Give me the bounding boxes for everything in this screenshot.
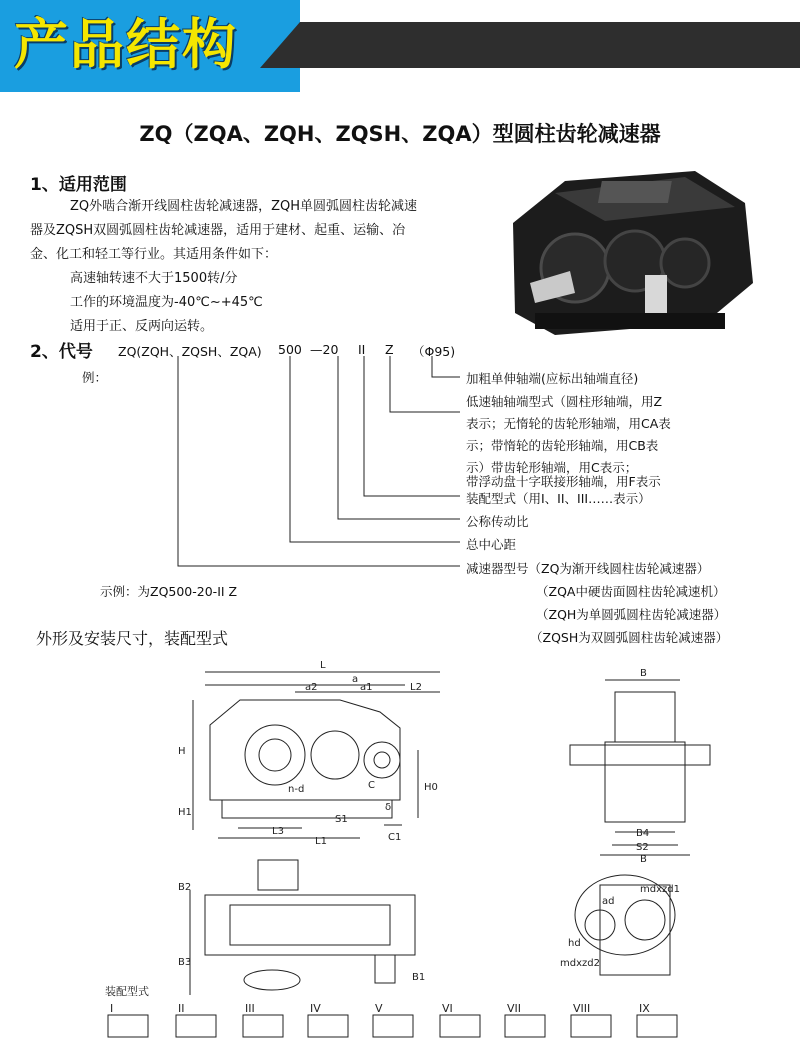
dim-B1: B1 (412, 972, 426, 983)
para-line-1: ZQ外啮合渐开线圆柱齿轮减速器，ZQH单圆弧圆柱齿轮减速 (70, 199, 418, 214)
annot-assembly: 装配型式（用I、II、III……表示） (466, 491, 651, 506)
dim-L: L (320, 660, 326, 671)
dim-S1: S1 (335, 814, 348, 825)
annot-shaft-type-1: 低速轴轴端型式（圆柱形轴端，用Z (466, 394, 663, 409)
dim-a1: a1 (360, 682, 373, 693)
code-series: ZQ(ZQH、ZQSH、ZQA) (118, 344, 262, 359)
code-shaft: Z (385, 342, 394, 357)
assembly-type-6: VI (442, 1002, 453, 1015)
annot-model-zq: 减速器型号（ZQ为渐开线圆柱齿轮减速器） (466, 561, 710, 576)
dim-mdxzd1: mdxzd1 (640, 884, 680, 895)
dim-B-top: B (640, 668, 647, 679)
assembly-type-3: III (245, 1002, 255, 1015)
annot-ratio: 公称传动比 (466, 514, 529, 529)
code-center: 500 (278, 342, 302, 357)
dim-H1: H1 (178, 807, 192, 818)
assembly-label: 装配型式 (105, 985, 149, 998)
example-label: 例： (82, 370, 108, 385)
assembly-type-8: VIII (573, 1002, 591, 1015)
dim-a2: a2 (305, 682, 318, 693)
annot-shaft-type-4: 示）带齿轮形轴端，用C表示； (466, 460, 638, 475)
condition-2: 工作的环境温度为-40℃~+45℃ (70, 295, 263, 310)
code-assembly: II (358, 342, 366, 357)
dim-C1: C1 (388, 832, 402, 843)
dim-L3: L3 (272, 826, 284, 837)
annot-shaft-type-2: 表示；无惰轮的齿轮形轴端，用CA表 (466, 416, 671, 431)
assembly-type-1: I (110, 1002, 114, 1015)
section3-heading: 外形及安装尺寸，装配型式 (36, 629, 229, 648)
assembly-type-7: VII (507, 1002, 522, 1015)
dim-a: a (352, 674, 359, 685)
condition-3: 适用于正、反两向运转。 (70, 319, 214, 334)
dim-L1: L1 (315, 836, 327, 847)
section2-heading: 2、代号 (30, 342, 93, 362)
section1-heading: 1、适用范围 (30, 175, 127, 195)
para-line-2: 器及ZQSH双圆弧圆柱齿轮减速器，适用于建材、起重、运输、冶 (30, 223, 406, 238)
dim-nd: n-d (288, 784, 305, 795)
dim-mdxzd2: mdxzd2 (560, 958, 600, 969)
condition-1: 高速轴转速不大于1500转/分 (70, 271, 238, 286)
annot-shaft-type-6: 带浮动盘十字联接形轴端，用F表示 (466, 474, 661, 489)
dim-B4: B4 (636, 828, 650, 839)
dim-ad: ad (602, 896, 615, 907)
annot-thick-shaft: 加粗单伸轴端(应标出轴端直径) (466, 371, 639, 386)
dim-S2: S2 (636, 842, 649, 853)
dim-B2: B2 (178, 882, 192, 893)
annot-center: 总中心距 (466, 537, 517, 552)
banner-title: 产品结构 (14, 13, 238, 76)
annot-model-zqh: （ZQH为单圆弧圆柱齿轮减速器） (536, 607, 727, 622)
assembly-type-4: IV (310, 1002, 321, 1015)
assembly-type-2: II (178, 1002, 185, 1015)
annot-model-zqsh: （ZQSH为双圆弧圆柱齿轮减速器） (530, 630, 729, 645)
code-ratio: —20 (310, 342, 339, 357)
annot-shaft-type-3: 示；带惰轮的齿轮形轴端，用CB表 (466, 438, 659, 453)
assembly-type-5: V (375, 1002, 383, 1015)
annot-model-zqa: （ZQA中硬齿面圆柱齿轮减速机） (536, 584, 726, 599)
code-diameter: （Φ95) (412, 344, 456, 359)
dim-H: H (178, 746, 186, 757)
dim-hd: hd (568, 938, 581, 949)
dim-B3: B3 (178, 957, 192, 968)
technical-drawings (0, 650, 800, 1062)
dim-H0: H0 (424, 782, 438, 793)
dim-delta: δ (385, 802, 392, 813)
para-line-3: 金、化工和轻工等行业。其适用条件如下： (30, 247, 278, 262)
example-text: 示例：为ZQ500-20-II Z (100, 584, 238, 599)
dim-L2: L2 (410, 682, 422, 693)
assembly-type-9: IX (639, 1002, 650, 1015)
page-title: ZQ（ZQA、ZQH、ZQSH、ZQA）型圆柱齿轮减速器 (139, 122, 661, 146)
dim-C: C (368, 780, 375, 791)
dim-B-bottom: B (640, 854, 647, 865)
